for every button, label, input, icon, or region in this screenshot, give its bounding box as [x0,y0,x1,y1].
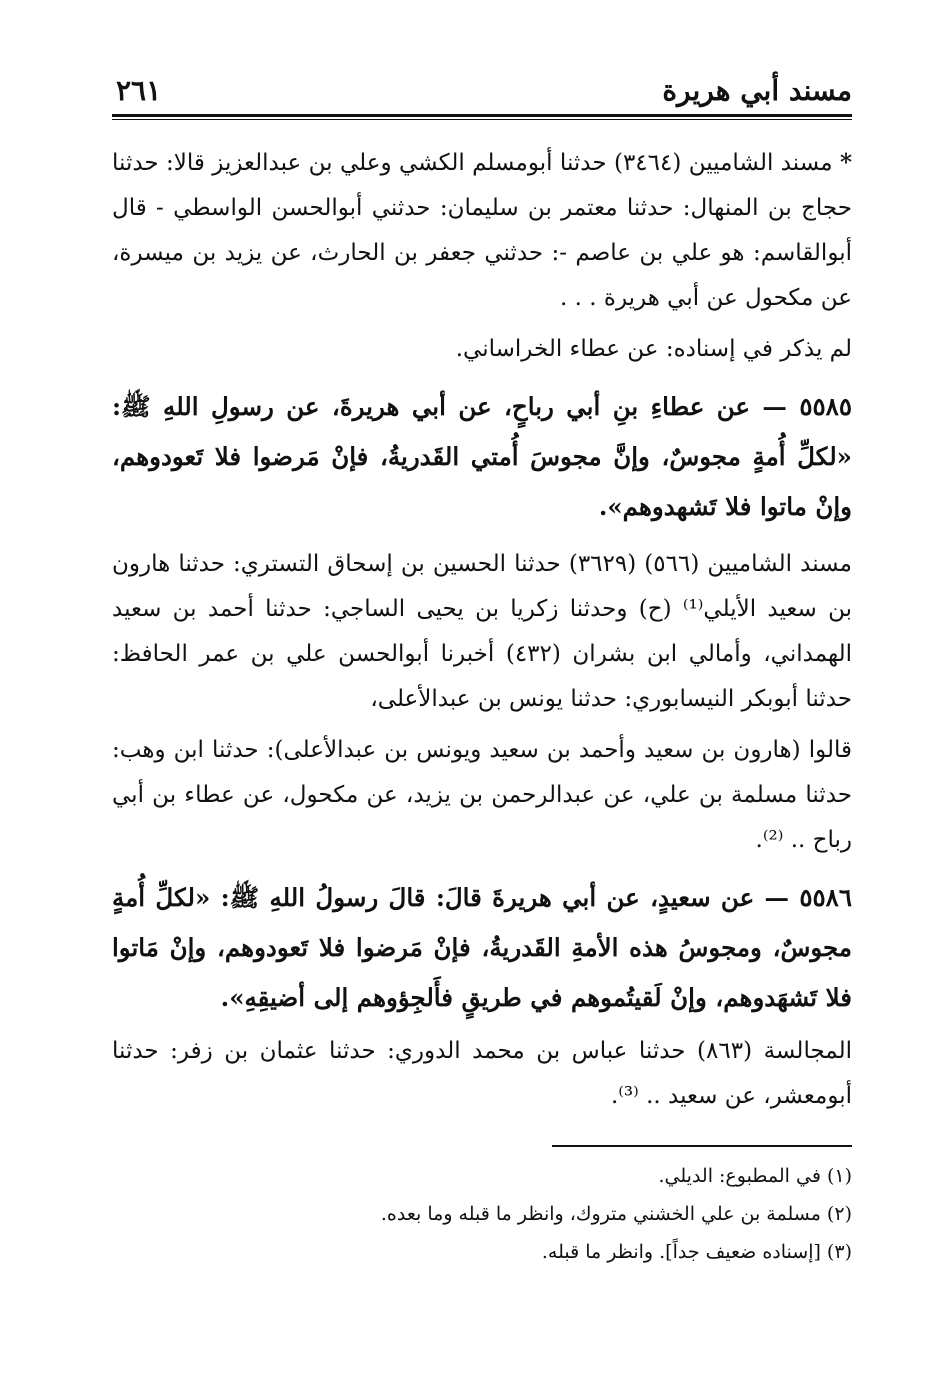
footnote-3: (٣) [إسناده ضعيف جداً]. وانظر ما قبله. [541,1241,852,1263]
source-paragraph-3: قالوا (هارون بن سعيد وأحمد بن سعيد ويونس بن عبدالأعلى): حدثنا ابن وهب: حدثنا مسلمة بن علي، عن عبدالرحمن بن يزيد، عن مكحول، عن عطاء بن أبي رباح .. ⁽²⁾. [112,737,852,853]
running-header [112,62,852,114]
star-marker: * [839,149,852,176]
source-paragraph-4: المجالسة (٨٦٣) حدثنا عباس بن محمد الدوري: حدثنا عثمان بن زفر: حدثنا أبومعشر، عن سعيد .. ⁽³⁾. [112,1038,852,1109]
hadith-number: ٥٥٨٥ [799,392,852,421]
hadith-text: — عن عطاءِ بنِ أبي رباحٍ، عن أبي هريرةَ، عن رسولِ اللهِ ﷺ: «لكلِّ أُمةٍ مجوسٌ، وإنَّ مجوسَ أُمتي القَدريةُ، فإنْ مَرضوا فلا تَعودوهم، وإنْ ماتوا فلا تَشهدوهم». [112,392,852,521]
header-rule [112,114,852,120]
source-text-1: مسند الشاميين (٣٤٦٤) حدثنا أبومسلم الكشي وعلي بن عبدالعزيز قالا: حدثنا حجاج بن المنهال: حدثنا معتمر بن سليمان: حدثني أبوالحسن الواسطي - قال أبوالقاسم: هو علي بن عاصم -: حدثني جعفر بن الحارث، عن يزيد بن ميسرة، عن مكحول عن أبي هريرة . . . [112,150,852,311]
page-body [112,140,852,1271]
hadith-5586 [112,873,852,1023]
footnote-2: (٢) مسلمة بن علي الخشني متروك، وانظر ما قبله وما بعده. [380,1203,852,1225]
hadith-text: — عن سعيدٍ، عن أبي هريرةَ قالَ: قالَ رسولُ اللهِ ﷺ: «لكلِّ أُمةٍ مجوسٌ، ومجوسُ هذه الأمةِ القَدريةُ، فإنْ مَرضوا فلا تَعودوهم، وإنْ مَاتوا فلا تَشهَدوهم، وإنْ لَقيتُموهم في طريقٍ فأَلجِؤوهم إلى أضيقِهِ». [112,883,852,1012]
footnote-1: (١) في المطبوع: الديلي. [658,1165,852,1187]
footnote-rule [552,1145,852,1147]
note-paragraph: لم يذكر في إسناده: عن عطاء الخراساني. [455,336,852,362]
source-paragraph-2: مسند الشاميين (٥٦٦) (٣٦٢٩) حدثنا الحسين بن إسحاق التستري: حدثنا هارون بن سعيد الأيلي⁽¹⁾ (ح) وحدثنا زكريا بن يحيى الساجي: حدثنا أحمد بن سعيد الهمداني، وأمالي ابن بشران (٤٣٢) أخبرنا أبوالحسن علي بن عمر الحافظ: حدثنا أبوبكر النيسابوري: حدثنا يونس بن عبدالأعلى، [112,551,853,712]
page-number: ٢٦١ [116,74,162,107]
hadith-number: ٥٥٨٦ [799,883,852,912]
hadith-5585 [112,382,852,532]
source-paragraph-1 [112,140,852,321]
header-title: مسند أبي هريرة [662,74,852,107]
book-page [112,62,853,1263]
